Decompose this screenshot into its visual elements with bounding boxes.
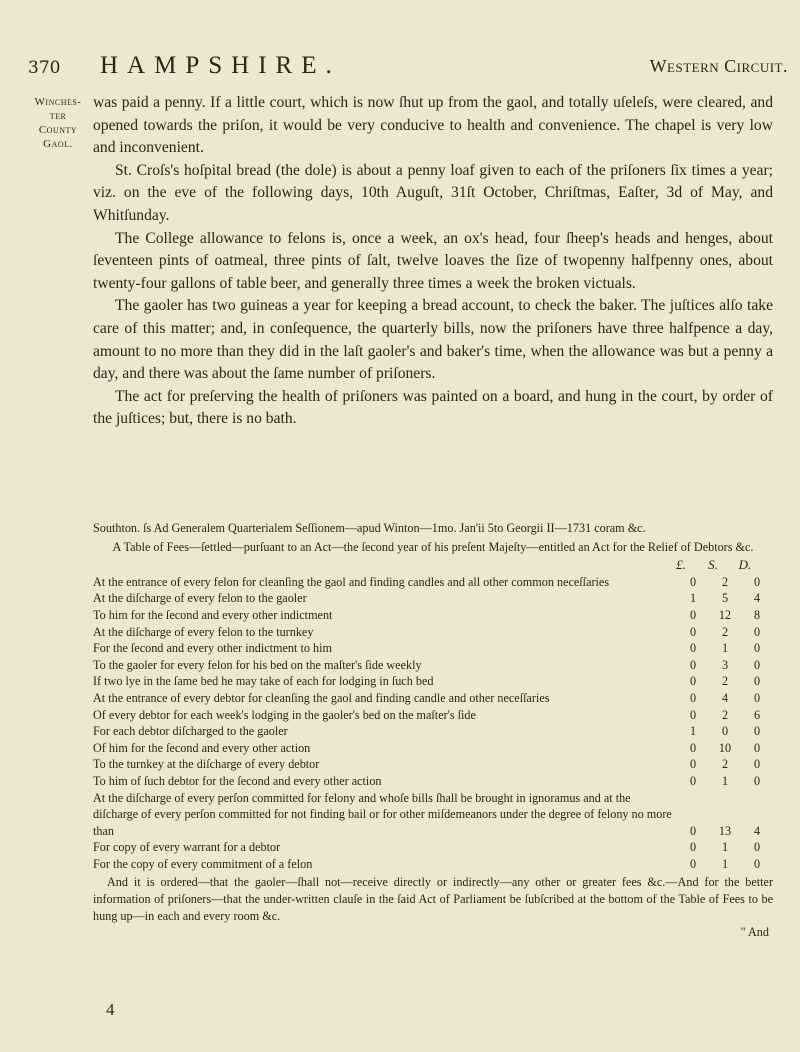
paragraph: St. Croſs's hoſpital bread (the dole) is about a penny loaf given to each of the priſoners ſix times a year; viz. on the eve of the following days, 10th Auguſt, 31ſt October, Chriſtmas, Eaſter, 3d of May, and Whitſunday. [93, 161, 773, 224]
fee-amount-s: 1 [721, 856, 729, 871]
fee-amount-s: 4 [721, 690, 729, 705]
currency-shillings: S. [708, 557, 718, 573]
fee-amount-d: 0 [753, 657, 761, 672]
fee-amount-l: 0 [689, 773, 697, 788]
fee-amount-l: 0 [689, 657, 697, 672]
page-header [28, 50, 788, 80]
table-title: A Table of Fees—ſettled—purſuant to an Act—the ſecond year of his preſent Majeſty—entitled an Act for the Relief of Debtors &c. [112, 539, 754, 554]
fee-row [93, 590, 773, 607]
fee-amount-d: 0 [753, 757, 761, 772]
fee-rows [93, 574, 773, 873]
fee-amount-d: 0 [753, 690, 761, 705]
fee-description: To him for the ſecond and every other indictment [93, 607, 333, 622]
fee-description: To the turnkey at the diſcharge of every debtor [93, 757, 320, 772]
fee-amount-l: 0 [689, 674, 697, 689]
catchword: " And [740, 925, 769, 940]
closing-paragraph: And it is ordered—that the gaoler—ſhall not—receive directly or indirectly—any other or greater fees &c.—And for the better information of priſoners—that the under-written clauſe in the ſaid Act of Parliament be ſubſcribed at the bottom of the Table of Fees to be hung up—in each and every room &c. [93, 875, 773, 923]
fee-description: At the diſcharge of every felon to the gaoler [93, 591, 307, 606]
fee-description: At the entrance of every felon for cleanſing the gaol and finding candles and all other common neceſſaries [93, 574, 610, 589]
running-title: HAMPSHIRE. [100, 52, 341, 79]
paragraph: was paid a penny. If a little court, which is now ſhut up from the gaol, and totally uſeleſs, were cleared, and opened towards the priſon, it would be very conducive to health and convenience. The chapel is very low and inconvenient. [93, 94, 773, 157]
fee-row [93, 756, 773, 773]
fee-row [93, 657, 773, 674]
fee-amount-s: 0 [721, 724, 729, 739]
fee-amount-l: 0 [689, 757, 697, 772]
paragraph: The gaoler has two guineas a year for keeping a bread account, to check the baker. The juſtices alſo take care of this matter; and, in conſequence, the quarterly bills, now the priſoners have three halfpence a day, amount to no more than they did in the laſt gaoler's and baker's time, when the allowance was but a penny a day, and there was about the ſame number of priſoners. [93, 297, 773, 383]
fee-amount-d: 0 [753, 724, 761, 739]
fee-amount-s: 5 [721, 591, 729, 606]
fee-row [93, 624, 773, 641]
record-subtitle: Southton. ſs Ad Generalem Quarterialem Seſſionem—apud Winton—1mo. Jan'ii 5to Georgii II—1731 coram &c. [93, 521, 646, 535]
body-text [93, 92, 773, 431]
fee-description: Of him for the ſecond and every other action [93, 740, 311, 755]
fee-amount-l: 0 [689, 856, 697, 871]
fee-row [93, 773, 773, 790]
fee-amount-l: 0 [689, 823, 697, 838]
fee-amount-d: 8 [753, 607, 761, 622]
circuit-heading: Western Circuit. [649, 56, 788, 76]
fee-amount-l: 0 [689, 707, 697, 722]
fee-amount-s: 2 [721, 757, 729, 772]
fee-table-section [93, 520, 773, 941]
paragraph: The College allowance to felons is, once a week, an ox's head, four ſheep's heads and henges, about ſeventeen pints of oatmeal, three pints of ſalt, twelve loaves the ſize of twopenny halfpenny ones, about twenty-four gallons of table beer, and generally three times a week the broken victuals. [93, 229, 773, 292]
fee-amount-l: 0 [689, 607, 697, 622]
fee-row [93, 640, 773, 657]
margin-note [28, 95, 88, 151]
fee-description: At the diſcharge of every felon to the turnkey [93, 624, 314, 639]
fee-amount-l: 0 [689, 641, 697, 656]
fee-amount-d: 0 [753, 574, 761, 589]
fee-row [93, 707, 773, 724]
fee-amount-d: 0 [753, 624, 761, 639]
fee-row [93, 740, 773, 757]
fee-description: For the copy of every commitment of a felon [93, 856, 313, 871]
page-number: 370 [28, 58, 61, 78]
fee-amount-s: 2 [721, 707, 729, 722]
fee-description: For each debtor diſcharged to the gaoler [93, 724, 288, 739]
fee-description: If two lye in the ſame bed he may take of each for lodging in ſuch bed [93, 674, 434, 689]
fee-amount-d: 0 [753, 674, 761, 689]
fee-row [93, 856, 773, 873]
fee-amount-d: 0 [753, 840, 761, 855]
fee-row [93, 574, 773, 591]
fee-description: Of every debtor for each week's lodging in the gaoler's bed on the maſter's ſide [93, 707, 476, 722]
fee-row [93, 790, 773, 840]
fee-amount-s: 1 [721, 641, 729, 656]
fee-amount-s: 1 [721, 840, 729, 855]
fee-amount-s: 12 [718, 607, 732, 622]
margin-note-line: Gaol. [43, 138, 73, 150]
fee-amount-l: 1 [689, 591, 697, 606]
fee-description: For the ſecond and every other indictment to him [93, 641, 332, 656]
margin-note-line: County [38, 124, 78, 136]
fee-amount-d: 0 [753, 856, 761, 871]
fee-description: To the gaoler for every felon for his bed on the maſter's ſide weekly [93, 657, 422, 672]
fee-amount-d: 0 [753, 773, 761, 788]
fee-amount-d: 4 [753, 591, 761, 606]
fee-amount-s: 10 [718, 740, 732, 755]
fee-amount-d: 0 [753, 740, 761, 755]
signature-mark: 4 [106, 1000, 115, 1019]
fee-amount-s: 13 [718, 823, 732, 838]
fee-description: To him of ſuch debtor for the ſecond and every other action [93, 773, 382, 788]
fee-amount-l: 1 [689, 724, 697, 739]
fee-amount-s: 2 [721, 624, 729, 639]
paragraph: The act for preſerving the health of priſoners was painted on a board, and hung in the court, by order of the juſtices; but, there is no bath. [93, 387, 773, 428]
fee-amount-s: 2 [721, 574, 729, 589]
fee-description: For copy of every warrant for a debtor [93, 840, 281, 855]
margin-note-line: Winches- [34, 96, 82, 108]
fee-row [93, 673, 773, 690]
fee-row [93, 723, 773, 740]
currency-header [93, 557, 773, 574]
fee-description: At the entrance of every debtor for cleanſing the gaol and finding candle and other neceſſaries [93, 690, 550, 705]
fee-description: At the diſcharge of every perſon committed for felony and whoſe bills ſhall be brought in ignoramus and at the diſcharge of every perſon committed for not finding bail or for other miſdemeanors under the degree of felony no more than [93, 790, 672, 838]
currency-pence: D. [738, 557, 752, 573]
fee-amount-l: 0 [689, 690, 697, 705]
fee-amount-d: 0 [753, 641, 761, 656]
fee-row [93, 607, 773, 624]
fee-amount-s: 2 [721, 674, 729, 689]
fee-row [93, 690, 773, 707]
fee-row [93, 839, 773, 856]
fee-amount-s: 1 [721, 773, 729, 788]
fee-amount-l: 0 [689, 840, 697, 855]
fee-amount-l: 0 [689, 740, 697, 755]
margin-note-line: ter [49, 110, 67, 122]
currency-pounds: £. [676, 557, 686, 573]
fee-amount-l: 0 [689, 624, 697, 639]
fee-amount-d: 6 [753, 707, 761, 722]
fee-amount-s: 3 [721, 657, 729, 672]
fee-amount-d: 4 [753, 823, 761, 838]
fee-amount-l: 0 [689, 574, 697, 589]
